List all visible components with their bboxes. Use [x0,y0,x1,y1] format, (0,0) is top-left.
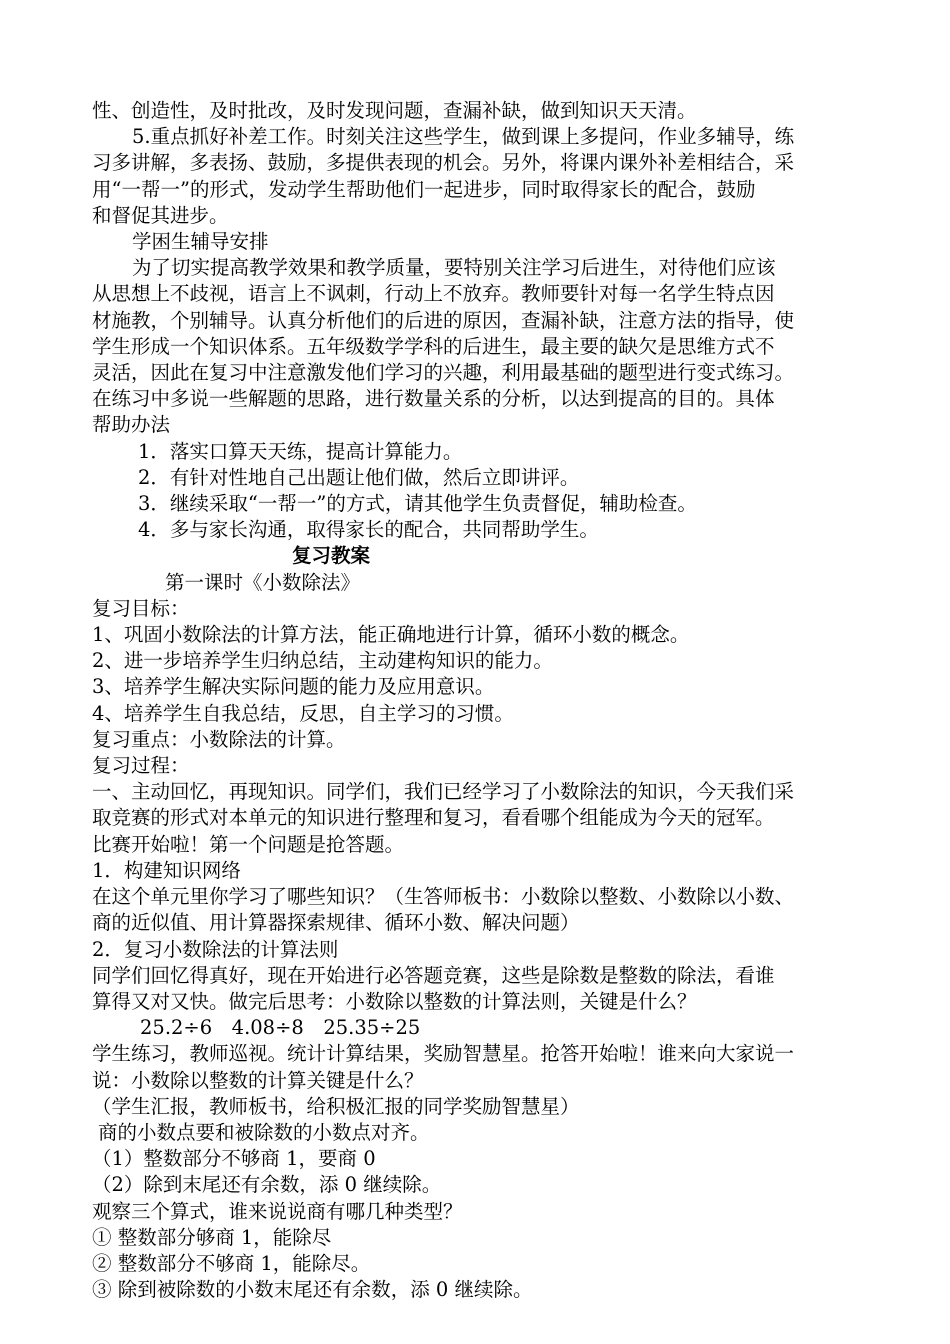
goals-label: 复习目标： [92,596,190,620]
rule-line: 商的小数点要和被除数的小数点对齐。 [98,1120,430,1144]
goal-item: 3、培养学生解决实际问题的能力及应用意识。 [92,675,495,699]
help-method-item: 3．继续采取“一帮一”的方式，请其他学生负责督促，辅助检查。 [138,492,697,516]
rule-item: （1）整数部分不够商 1，要商 0 [92,1147,376,1171]
process-intro-line: 取竞赛的形式对本单元的知识进行整理和复习，看看哪个组能成为今天的冠军。 [92,806,775,830]
point5-line: 用“一帮一”的形式，发动学生帮助他们一起进步，同时取得家长的配合，鼓励 [92,177,756,201]
tutoring-line: 材施教，个别辅导。认真分析他们的后进的原因，查漏补缺，注意方法的指导，使 [92,308,795,332]
practice-line: （学生汇报，教师板书，给积极汇报的同学奖励智慧星） [92,1094,580,1118]
tutoring-line: 灵活，因此在复习中注意激发他们学习的兴趣，利用最基础的题型进行变式练习。 [92,361,795,385]
tutoring-line: 为了切实提高教学效果和教学质量，要特别关注学习后进生，对待他们应该 [132,256,776,280]
process-label: 复习过程： [92,754,190,778]
step2-title: 2．复习小数除法的计算法则 [92,937,339,961]
goal-item: 2、进一步培养学生归纳总结，主动建构知识的能力。 [92,649,553,673]
rule-item: （2）除到末尾还有余数，添 0 继续除。 [92,1173,442,1197]
help-method-item: 2．有针对性地自己出题让他们做，然后立即讲评。 [138,465,580,489]
document-page [92,98,862,1303]
observe-line: 观察三个算式，谁来说说商有哪几种类型？ [92,1199,463,1223]
lesson-heading: 复习教案 [292,544,371,568]
lesson-subheading: 第一课时《小数除法》 [165,570,361,594]
step2-text-line: 算得又对又快。做完后思考：小数除以整数的计算法则，关键是什么？ [92,989,697,1013]
quotient-type-item: ② 整数部分不够商 1，能除尽。 [92,1251,371,1275]
tutoring-line: 从思想上不歧视，语言上不讽刺，行动上不放弃。教师要针对每一名学生特点因 [92,282,775,306]
intro-line: 性、创造性，及时批改，及时发现问题，查漏补缺，做到知识天天清。 [92,99,697,122]
tutoring-line: 学生形成一个知识体系。五年级数学学科的后进生，最主要的缺欠是思维方式不 [92,334,775,358]
tutoring-title: 学困生辅导安排 [132,230,269,254]
process-intro-line: 一、主动回忆，再现知识。同学们，我们已经学习了小数除法的知识，今天我们采 [92,780,795,804]
step2-text-line: 同学们回忆得真好，现在开始进行必答题竞赛，这些是除数是整数的除法，看谁 [92,963,775,987]
goal-item: 1、巩固小数除法的计算方法，能正确地进行计算，循环小数的概念。 [92,623,690,647]
quotient-type-item: ③ 除到被除数的小数末尾还有余数，添 0 继续除。 [92,1278,533,1302]
step1-text-line: 商的近似值、用计算器探索规律、循环小数、解决问题） [92,911,580,935]
point5-line: 和督促其进步。 [92,203,229,227]
calc-exercises: 25.2÷6 4.08÷8 25.35÷25 [140,1016,421,1040]
step1-title: 1．构建知识网络 [92,858,241,882]
quotient-type-item: ① 整数部分够商 1，能除尽 [92,1225,332,1249]
goal-item: 4、培养学生自我总结，反思，自主学习的习惯。 [92,701,514,725]
help-method-item: 4．多与家长沟通，取得家长的配合，共同帮助学生。 [138,518,599,542]
practice-line: 学生练习，教师巡视。统计计算结果，奖励智慧星。抢答开始啦！谁来向大家说一 [92,1042,795,1066]
point5-line: 5.重点抓好补差工作。时刻关注这些学生，做到课上多提问，作业多辅导，练 [132,125,795,149]
process-intro-line: 比赛开始啦！第一个问题是抢答题。 [92,832,405,856]
help-method-item: 1．落实口算天天练，提高计算能力。 [138,439,463,463]
practice-line: 说：小数除以整数的计算关键是什么？ [92,1068,424,1092]
step1-text-line: 在这个单元里你学习了哪些知识？（生答师板书：小数除以整数、小数除以小数、 [92,885,795,909]
point5-line: 习多讲解，多表扬、鼓励，多提供表现的机会。另外，将课内课外补差相结合，采 [92,151,795,175]
tutoring-line: 在练习中多说一些解题的思路，进行数量关系的分析，以达到提高的目的。具体 [92,387,775,411]
tutoring-line: 帮助办法 [92,413,171,437]
review-focus: 复习重点：小数除法的计算。 [92,727,346,751]
